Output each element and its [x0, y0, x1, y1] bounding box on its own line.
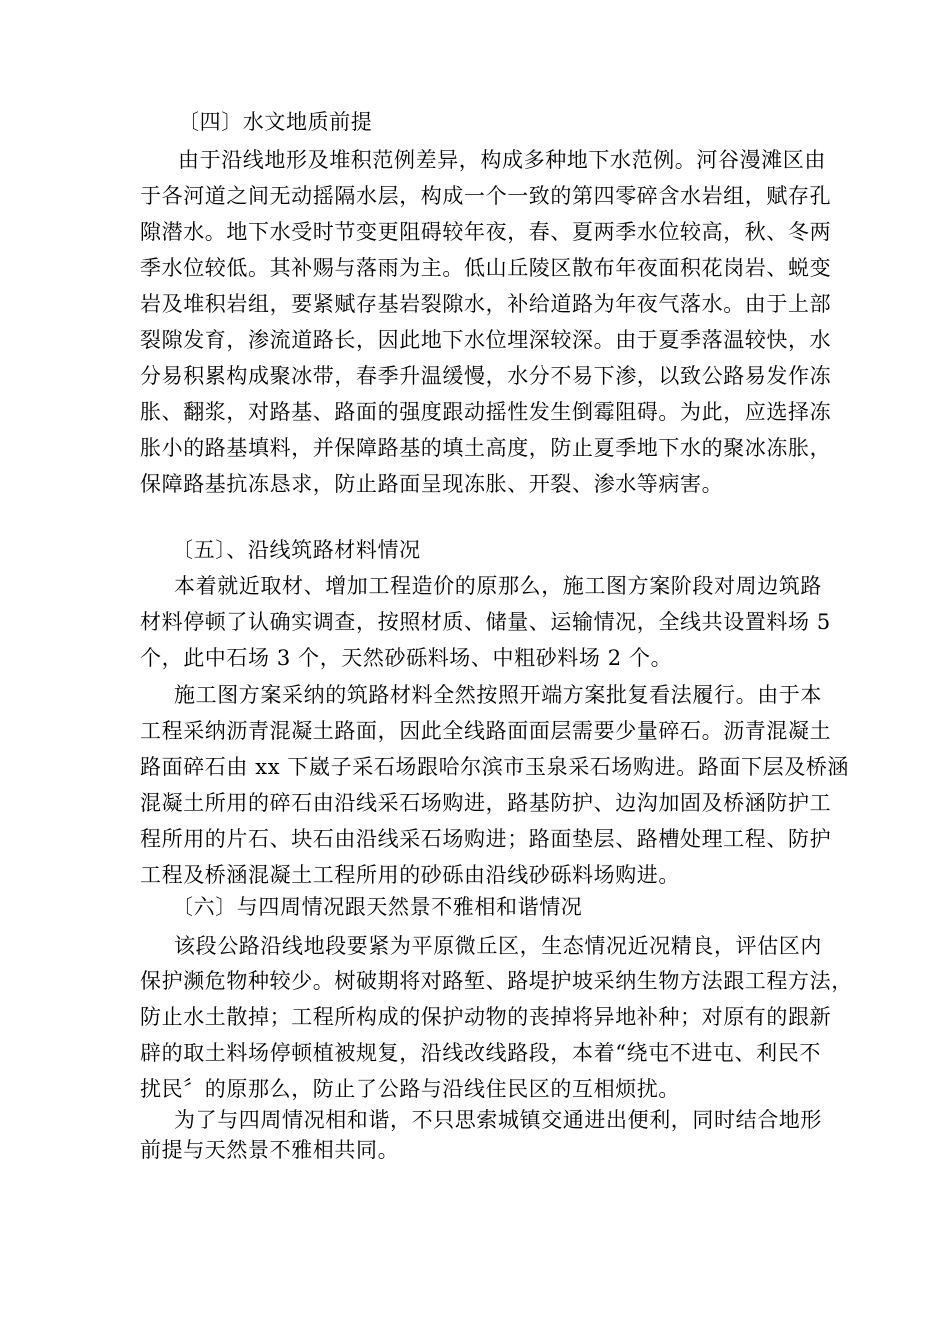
- paragraph-line: 工程采纳沥青混凝土路面，因此全线路面面层需要少量碎石。沥青混凝土: [140, 719, 832, 743]
- paragraph-line: 混凝土所用的碎石由沿线采石场购进，路基防护、边沟加固及桥涵防护工: [140, 791, 832, 815]
- paragraph-line: 防止水土散掉；工程所构成的保护动物的丧掉将异地补种；对原有的跟新: [140, 1005, 832, 1029]
- paragraph-line: 于各河道之间无动摇隔水层，构成一个一致的第四零碎含水岩组，赋存孔: [140, 184, 832, 208]
- paragraph-line: 本着就近取材、增加工程造价的原那么，施工图方案阶段对周边筑路: [174, 574, 822, 598]
- paragraph-line: 材料停顿了认确实调查，按照材质、储量、运输情况，全线共设置料场 5: [140, 610, 831, 634]
- paragraph-line: 由于沿线地形及堆积范例差异，构成多种地下水范例。河谷漫滩区由: [178, 148, 826, 172]
- paragraph-line: 前提与天然景不雅相共同。: [140, 1138, 400, 1162]
- paragraph-line: 季水位较低。其补赐与落雨为主。低山丘陵区散布年夜面积花岗岩、蜕变: [140, 256, 832, 280]
- section-heading: 〔四〕水文地质前提: [178, 110, 373, 134]
- paragraph-line: 个，此中石场 3 个，天然砂砾料场、中粗砂料场 2 个。: [140, 646, 673, 670]
- paragraph-line: 隙潜水。地下水受时节变更阻碍较年夜，春、夏两季水位较高，秋、冬两: [140, 220, 832, 244]
- paragraph-line: 胀、翻浆，对路基、路面的强度跟动摇性发生倒霉阻碍。为此，应选择冻: [140, 400, 832, 424]
- paragraph-line: 程所用的片石、块石由沿线采石场购进；路面垫层、路槽处理工程、防护: [140, 827, 832, 851]
- paragraph-line: 岩及堆积岩组，要紧赋存基岩裂隙水，补给道路为年夜气落水。由于上部: [140, 292, 832, 316]
- paragraph-line: 分易积累构成聚冰带，春季升温缓慢，水分不易下渗，以致公路易发作冻: [140, 364, 832, 388]
- section-heading: 〔五〕、沿线筑路材料情况: [172, 538, 421, 562]
- paragraph-line: 工程及桥涵混凝土工程所用的砂砾由沿线砂砾料场购进。: [140, 863, 680, 887]
- paragraph-line: 路面碎石由 xx 下崴子采石场跟哈尔滨市玉泉采石场购进。路面下层及桥涵: [140, 755, 850, 779]
- paragraph-line: 施工图方案采纳的筑路材料全然按照开端方案批复看法履行。由于本: [174, 683, 822, 707]
- paragraph-line: 为了与四周情况相和谐，不只思索城镇交通进出便利，同时结合地形: [174, 1108, 822, 1132]
- paragraph-line: 裂隙发育，渗流道路长，因此地下水位埋深较深。由于夏季落温较快，水: [140, 328, 832, 352]
- paragraph-line: 保障路基抗冻恳求，防止路面呈现冻胀、开裂、渗水等病害。: [140, 472, 724, 496]
- paragraph-line: 该段公路沿线地段要紧为平原微丘区，生态情况近况精良，评估区内: [174, 934, 822, 958]
- paragraph-line: 胀小的路基填料，并保障路基的填土高度，防止夏季地下水的聚冰冻胀，: [140, 436, 832, 460]
- paragraph-line: 保护濒危物种较少。树破期将对路堑、路堤护坡采纳生物方法跟工程方法，: [140, 969, 853, 993]
- paragraph-line: 辟的取土料场停顿植被规复，沿线改线路段，本着“绕屯不进屯、利民不: [140, 1041, 821, 1065]
- paragraph-line: 扰民〞的原那么，防止了公路与沿线住民区的互相烦扰。: [140, 1077, 680, 1101]
- section-heading: 〔六〕与四周情况跟天然景不雅相和谐情况: [172, 895, 583, 919]
